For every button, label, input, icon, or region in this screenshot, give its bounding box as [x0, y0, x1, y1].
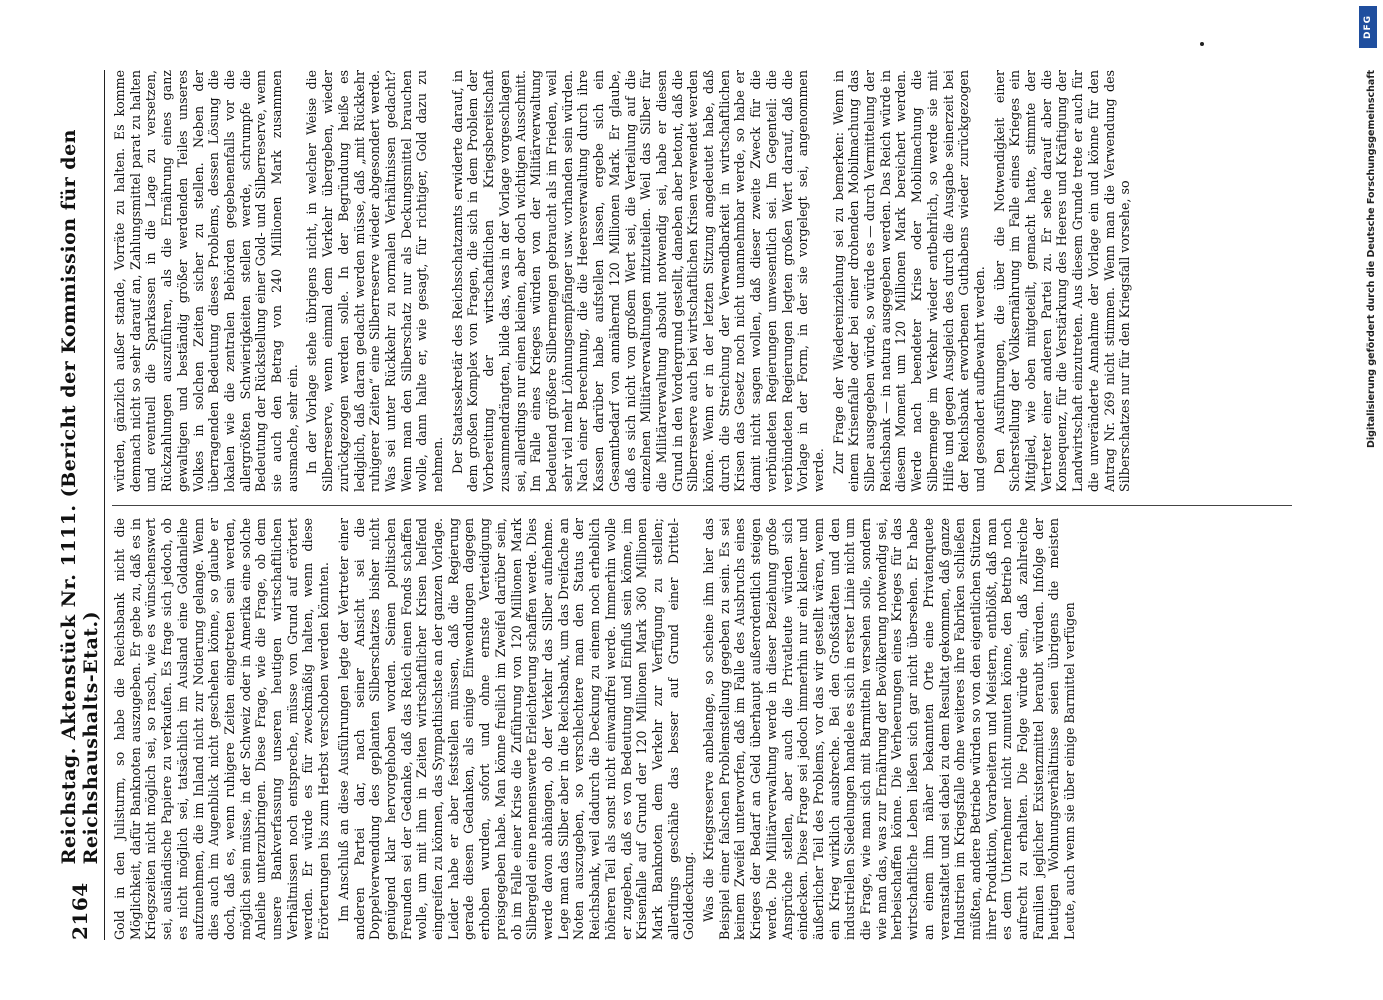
right-paragraph-4: Zur Frage der Wiedereinziehung sei zu bemerken: Wenn in einem Krisenfalle oder bei einer drohenden Mobilmachung das Silber ausgegeben würde, so würde es — durch Vermittelung der Reichsbank — in natura ausgegeben werden. Das Reich würde in diesem Moment um 120 Millionen Mark bereichert werden. Werde nach beendeter Krise oder Mobilmachung die Silbermenge im Verkehr wieder entbehrlich, so werde sie mit Hilfe und gegen Ausgleich des durch die Ausgabe seinerzeit bei der Reichsbank erworbenen Guthabens wieder zurückgezogen und gesondert aufbewahrt werden. [830, 70, 987, 492]
header-rule [104, 70, 105, 940]
page-title: Reichstag. Aktenstück Nr. 1111. (Bericht der Kommission für den Reichshaushalts-Etat.) [58, 129, 102, 865]
left-paragraph-2: Im Anschluß an diese Ausführungen legte der Vertreter einer anderen Partei dar, nach seiner Ansicht sei die Doppelverwendung des geplanten Silberschatzes bisher nicht genügend klar hervorgehoben worden. Seinen politischen Freunden sei der Gedanke, daß das Reich einen Fonds schaffen wolle, um mit ihm in Zeiten wirtschaftlicher Krisen helfend eingreifen zu können, das Sympathischste an der ganzen Vorlage. Leider habe er aber feststellen müssen, daß die Regierung gerade diesen Gedanken, als einige Einwendungen dagegen erhoben wurden, sofort und ohne ernste Verteidigung preisgegeben habe. Man könne freilich im Zweifel darüber sein, ob im Falle einer Krise die Zuführung von 120 Millionen Mark Silbergeld eine nennenswerte Erleichterung schaffen werde. Dies werde davon abhängen, ob der Verkehr das Silber aufnehme. Lege man das Silber aber in die Reichsbank, um das Dreifache an Noten auszugeben, so verschlechtere man den Status der Reichsbank, weil dadurch die Deckung zu einem noch erheblich höheren Teil als sonst nicht einwandfrei werde. Immerhin wolle er zugeben, daß es von Bedeutung und Einfluß sein könne, im Krisenfalle auf Grund der 120 Millionen Mark 360 Millionen Mark Banknoten dem Verkehr zur Verfügung zu stellen; allerdings geschähe das besser auf Grund einer Drittel-Golddeckung. [335, 518, 697, 940]
rotated-page [60, 70, 1300, 940]
left-column [112, 518, 1292, 940]
right-paragraph-5: Den Ausführungen, die über die Notwendigkeit einer Sicherstellung der Volksernährung im Falle eines Krieges ein Mitglied, wie oben mitgeteilt, gemacht hatte, stimmte der Vertreter einer anderen Partei zu. Er sehe darauf aber die Konsequenz, für die Verstärkung des Heeres und Kräftigung der Landwirtschaft einzutreten. Aus diesem Grunde trete er auch für die unveränderte Annahme der Vorlage ein und könne für den Antrag Nr. 269 nicht stimmen. Wenn man die Verwendung des Silberschatzes nur für den Kriegsfall vorsehe, so [991, 70, 1133, 492]
right-paragraph-2: In der Vorlage stehe übrigens nicht, in welcher Weise die Silberreserve, wenn einmal dem Verkehr übergeben, wieder zurückgezogen werden solle. In der Begründung heiße es lediglich, daß daran gedacht werden müsse, daß „mit Rückkehr ruhigerer Zeiten“ eine Silberreserve wieder abgesondert werde. Was sei unter Rückkehr zu normalen Verhältnissen gedacht? Wenn man den Silberschatz nur als Deckungsmittel brauchen wolle, dann halte er, wie gesagt, für richtiger, Gold dazu zu nehmen. [304, 70, 446, 492]
right-column [112, 70, 1292, 492]
left-paragraph-3: Was die Kriegsreserve anbelange, so scheine ihm hier das Beispiel einer falschen Problemstellung gegeben zu sein. Es sei keinem Zweifel unterworfen, daß im Falle des Ausbruchs eines Krieges der Bedarf an Geld überhaupt außerordentlich steigen werde. Die Militärverwaltung werde in dieser Beziehung große Ansprüche stellen, aber auch die Privatleute würden sich eindecken. Diese Frage sei jedoch immerhin nur ein kleiner und äußerlicher Teil des Problems, vor das wir gestellt wären, wenn ein Krieg wirklich ausbreche. Bei den Großstädten und den industriellen Siedelungen handele es sich in erster Linie nicht um die Frage, wie man sich mit Barmitteln versehen solle, sondern wie man das, was zur Ernährung der Bevölkerung notwendig sei, herbeischaffen könne. Die Verheerungen eines Krieges für das wirtschaftliche Leben ließen sich gar nicht übersehen. Er habe an einem ihm näher bekannten Orte eine Privatenquete veranstaltet und sei dabei zu dem Resultat gekommen, daß ganze Industrien im Kriegsfalle ohne weiteres ihre Fabriken schließen müßten, andere Betriebe würden so von den eigentlichen Stützen ihrer Produktion, Vorarbeitern und Meistern, entblößt, daß man es dem Unternehmer nicht zumuten könne, den Betrieb noch aufrecht zu erhalten. Die Folge würde sein, daß zahlreiche Familien jeglicher Existenzmittel beraubt würden. Infolge der heutigen Wohnungsverhältnisse seien übrigens die meisten Leute, auch wenn sie über einige Barmittel verfügen [701, 518, 1078, 940]
right-paragraph-3: Der Staatssekretär des Reichsschatzamts erwiderte darauf, in dem großen Komplex von Fragen, die sich in dem Problem der Vorbereitung der wirtschaftlichen Kriegsbereitschaft zusammendrängten, bilde das, was in der Vorlage vorgeschlagen sei, allerdings nur einen kleinen, aber doch wichtigen Ausschnitt. Im Falle eines Krieges würden von der Militärverwaltung bedeutend größere Silbermengen gebraucht als im Frieden, weil sehr viel mehr Löhnungsempfänger usw. vorhanden sein würden. Nach einer Berechnung, die die Heeresverwaltung durch ihre Kassen darüber habe aufstellen lassen, ergebe sich ein Gesamtbedarf von annähernd 120 Millionen Mark. Er glaube, daß es sich nicht von großem Wert sei, die Verteilung auf die einzelnen Militärverwaltungen mitzuteilen. Weil das Silber für die Militärverwaltung absolut notwendig sei, habe er diesen Grund in den Vordergrund gestellt, daneben aber betont, daß die Silberreserve auch bei wirtschaftlichen Krisen verwendet werden könne. Wenn er in der letzten Sitzung angedeutet habe, daß durch die Streichung der Verwendbarkeit in wirtschaftlichen Krisen das Gesetz noch nicht unannehmbar werde, so habe er damit nicht sagen wollen, daß dieser zweite Zweck für die verbündeten Regierungen unwesentlich sei. Im Gegenteil: die verbündeten Regierungen legten großen Wert darauf, daß die Vorlage in der Form, in der sie vorgelegt sei, angenommen werde. [449, 70, 826, 492]
dfg-logo [1359, 6, 1379, 66]
column-divider [112, 505, 1292, 506]
printer-dot [1200, 42, 1204, 46]
page-number: 2164 [68, 882, 92, 940]
digitization-credit: Digitalisierung gefördert durch die Deutsche Forschungsgemeinschaft [1366, 70, 1377, 448]
right-paragraph-1: würden, gänzlich außer stande, Vorräte zu halten. Es komme demnach nicht so sehr darauf an, Zahlungsmittel parat zu halten und eventuell die Sparkassen in die Lage zu versetzen, Rückzahlungen auszuführen, als die Ernährung eines ganz gewaltigen und beständig größer werdenden Teiles unseres Volkes in solchen Zeiten sicher zu stellen. Neben der überragenden Bedeutung dieses Problems, dessen Lösung die lokalen wie die zentralen Behörden gegebenenfalls vor die allergrößten Schwierigkeiten stellen werde, schrumpfe die Bedeutung der Rückstellung einer Gold- und Silberreserve, wenn sie auch den Betrag von 240 Millionen Mark zusammen ausmache, sehr ein. [112, 70, 300, 492]
page-header [60, 70, 100, 940]
dfg-badge: DFG [1359, 6, 1377, 48]
left-paragraph-1: Gold in den Julisturm, so habe die Reichsbank nicht die Möglichkeit, dafür Banknoten auszugeben. Er gebe zu, daß es in Kriegszeiten nicht möglich sei, so rasch, wie es wünschenswert sei, ausländische Papiere zu verkaufen. Es frage sich jedoch, ob es nicht möglich sei, tatsächlich im Ausland eine Goldanleihe aufzunehmen, die im Inland nicht zur Notierung gelange. Wenn dies auch im Augenblick nicht geschehen könne, so glaube er doch, daß es, wenn ruhigere Zeiten eingetreten sein werden, möglich sein müsse, in der Schweiz oder in Amerika eine solche Anleihe unterzubringen. Diese Frage, wie die Frage, ob dem unsere Bankverfassung unseren heutigen wirtschaftlichen Verhältnissen noch entspreche, müsse von Grund auf erörtert werden. Er würde es für zweckmäßig halten, wenn diese Erörterungen bis zum Herbst verschoben werden könnten. [112, 518, 332, 940]
